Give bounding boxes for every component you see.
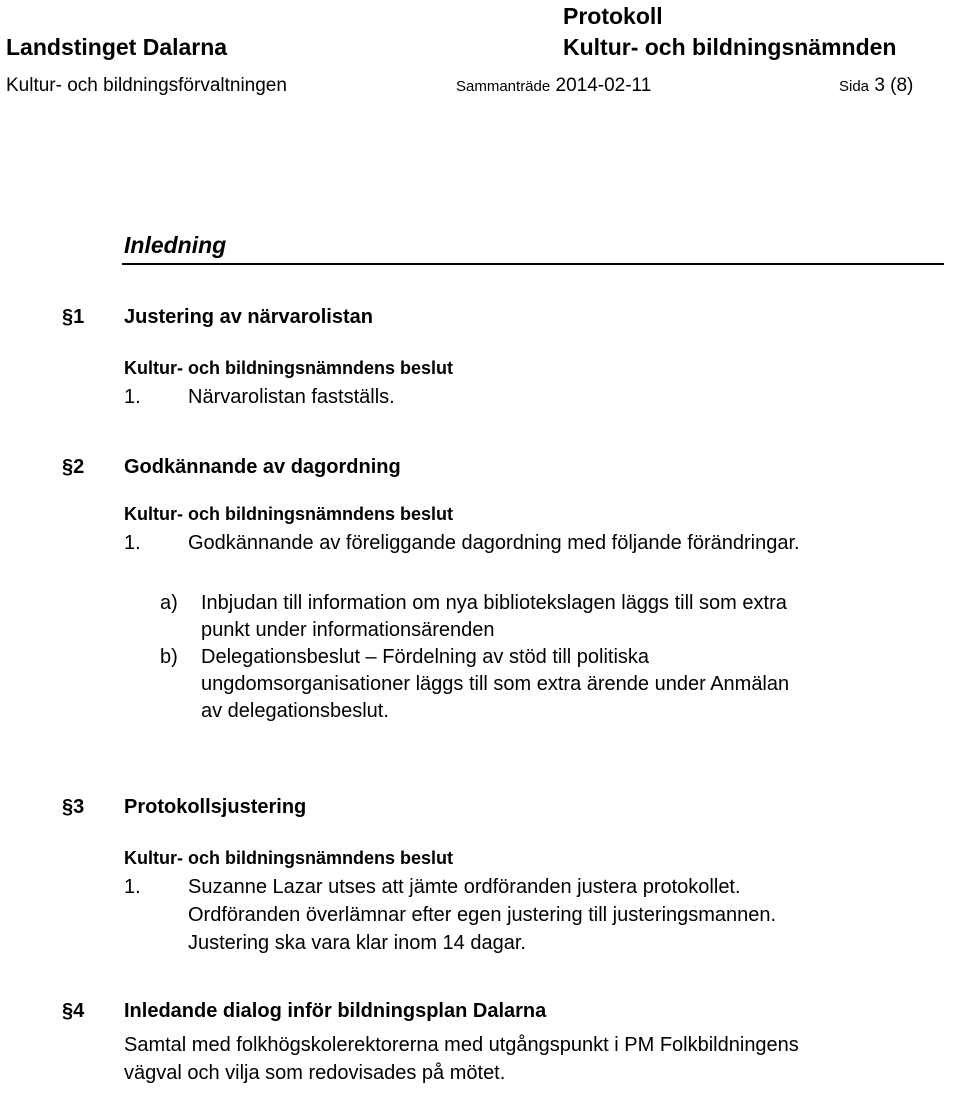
organization-name: Landstinget Dalarna: [6, 34, 228, 60]
paragraph-4-line-2: vägval och vilja som redovisades på mötet.: [124, 1062, 506, 1084]
subitem-a-line-1: Inbjudan till information om nya bibliotekslagen läggs till som extra: [201, 592, 787, 614]
meeting-label: Sammanträde: [456, 78, 551, 95]
paragraph-title-1: Justering av närvarolistan: [124, 306, 373, 328]
section-title: Inledning: [124, 232, 227, 258]
item-text-2: Godkännande av föreliggande dagordning med följande förändringar.: [188, 532, 800, 554]
item-3-line-3: Justering ska vara klar inom 14 dagar.: [188, 932, 526, 954]
page-label: Sida: [839, 78, 870, 95]
document-type: Protokoll: [563, 3, 663, 29]
subitem-b-line-2: ungdomsorganisationer läggs till som extra ärende under Anmälan: [201, 673, 790, 695]
item-number-2: 1.: [124, 532, 141, 554]
subitem-a-line-2: punkt under informationsärenden: [201, 619, 495, 641]
paragraph-title-4: Inledande dialog inför bildningsplan Dalarna: [124, 1000, 547, 1022]
page-value: 3 (8): [874, 75, 914, 96]
paragraph-4-line-1: Samtal med folkhögskolerektorerna med utgångspunkt i PM Folkbildningens: [124, 1034, 799, 1056]
page-number: [839, 75, 913, 97]
paragraph-title-2: Godkännande av dagordning: [124, 456, 401, 478]
subitem-b-line-1: Delegationsbeslut – Fördelning av stöd till politiska: [201, 646, 650, 668]
meeting-date: [456, 75, 651, 97]
meeting-date-value: 2014-02-11: [555, 75, 652, 96]
item-number-3: 1.: [124, 876, 141, 898]
item-3-line-1: Suzanne Lazar utses att jämte ordföranden justera protokollet.: [188, 876, 741, 898]
paragraph-number-1: §1: [62, 306, 85, 328]
decision-label-1: Kultur- och bildningsnämndens beslut: [124, 358, 454, 378]
paragraph-title-3: Protokollsjustering: [124, 796, 307, 818]
item-3-line-2: Ordföranden överlämnar efter egen justering till justeringsmannen.: [188, 904, 777, 926]
decision-label-2: Kultur- och bildningsnämndens beslut: [124, 504, 454, 524]
paragraph-number-3: §3: [62, 796, 85, 818]
item-text-1: Närvarolistan fastställs.: [188, 386, 395, 408]
board-name: Kultur- och bildningsnämnden: [563, 34, 897, 60]
paragraph-number-4: §4: [62, 1000, 85, 1022]
section-rule: [122, 263, 944, 265]
subitem-b-line-3: av delegationsbeslut.: [201, 700, 389, 722]
paragraph-number-2: §2: [62, 456, 85, 478]
item-number-1: 1.: [124, 386, 141, 408]
department-name: Kultur- och bildningsförvaltningen: [6, 75, 287, 96]
subitem-label-a: a): [160, 592, 178, 614]
decision-label-3: Kultur- och bildningsnämndens beslut: [124, 848, 454, 868]
subitem-label-b: b): [160, 646, 178, 668]
